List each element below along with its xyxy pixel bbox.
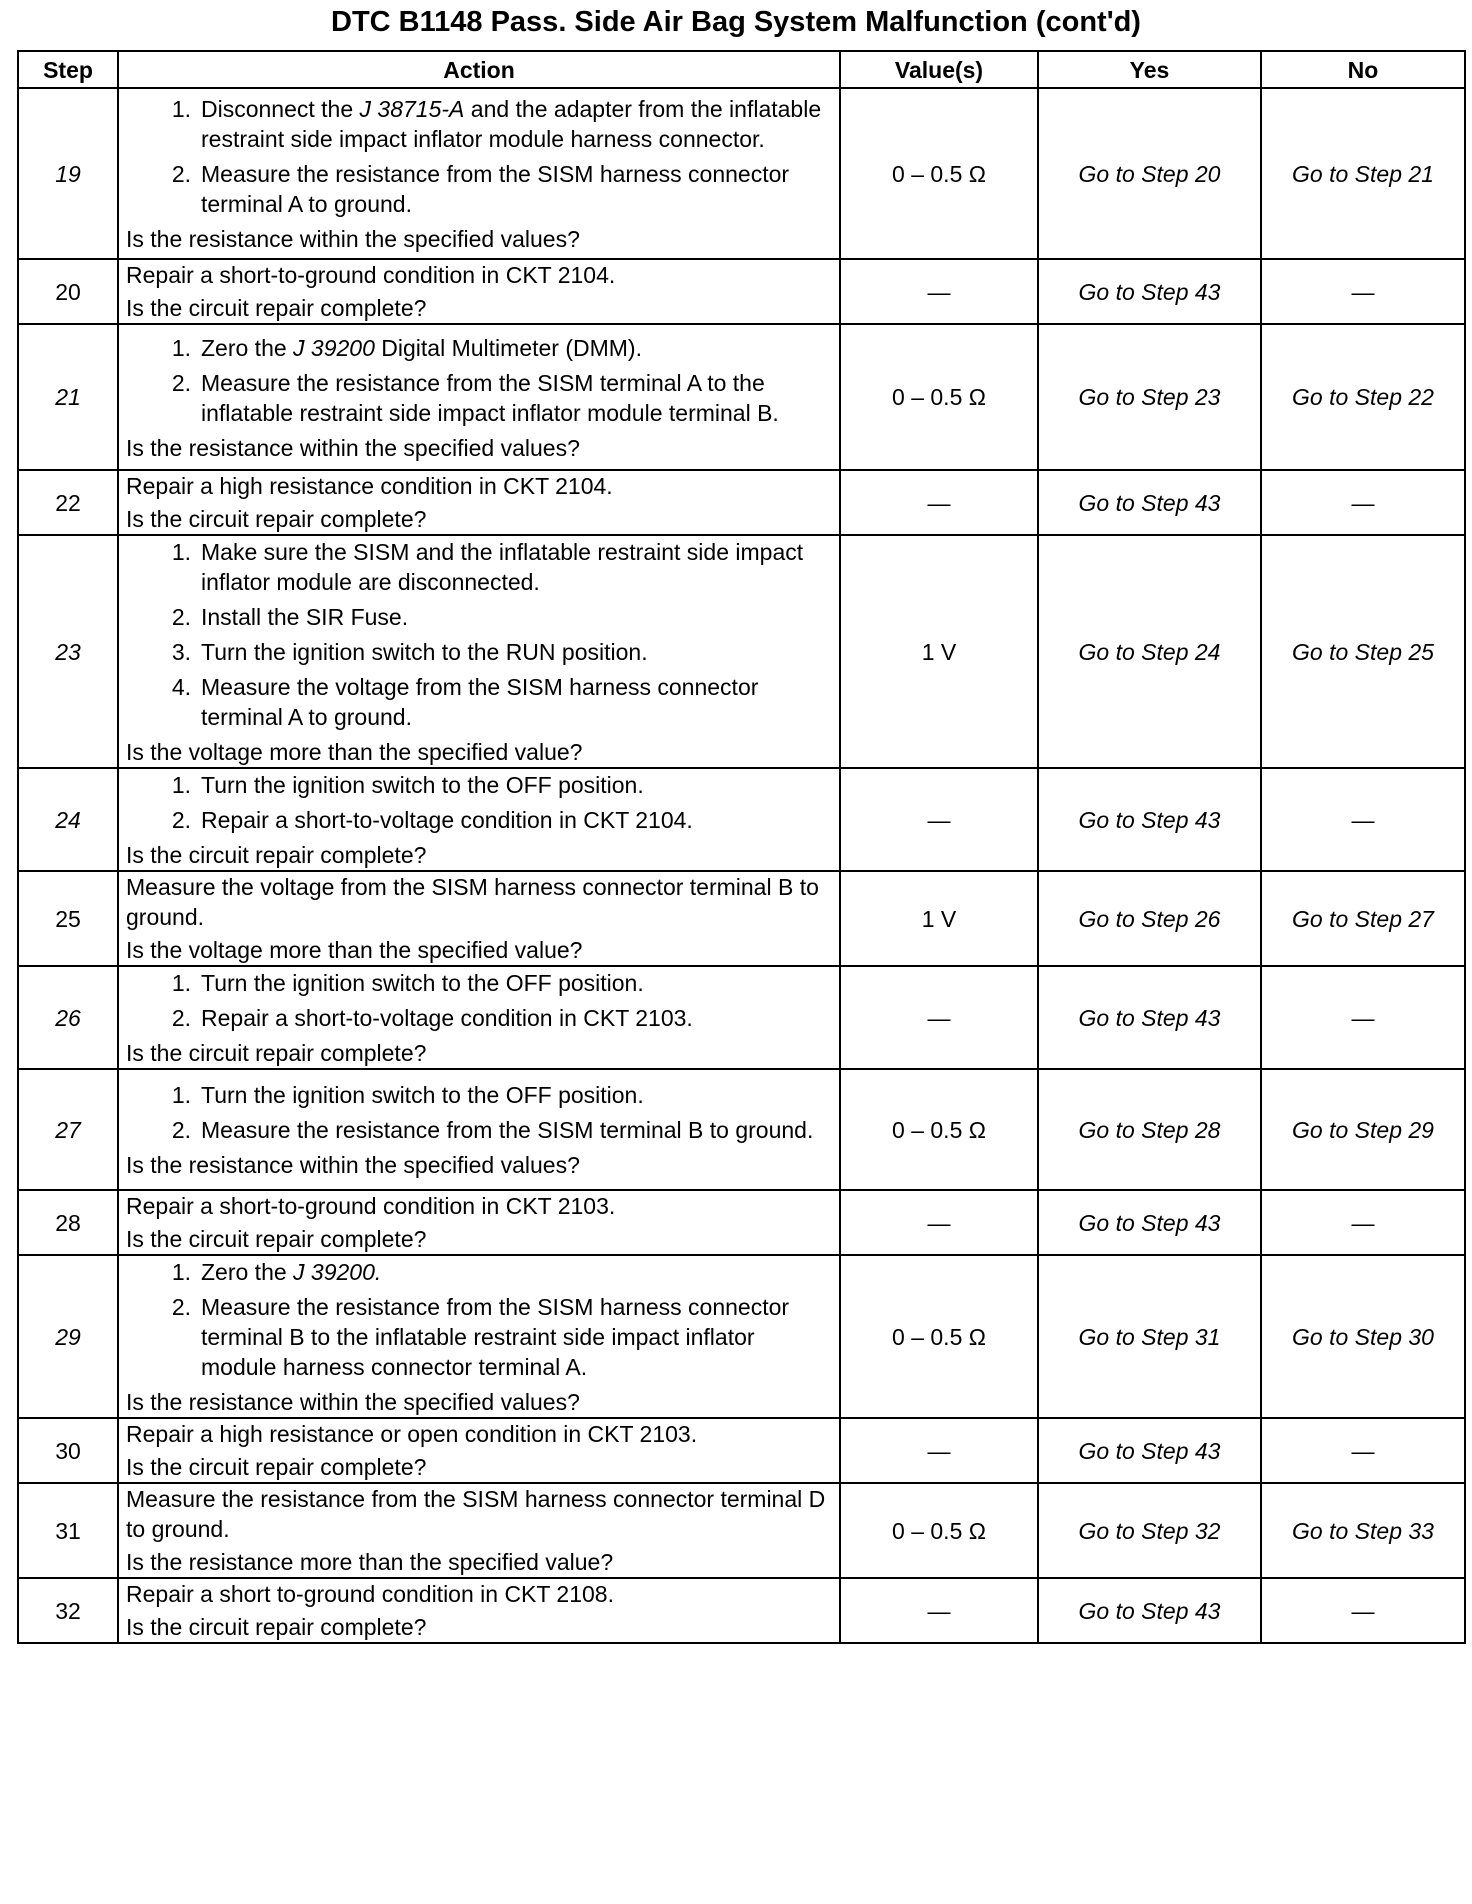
table-header-row	[18, 51, 1465, 88]
action-cell	[118, 1255, 840, 1418]
action-list-item	[123, 770, 835, 800]
table-row	[18, 768, 1465, 871]
yes-cell: Go to Step 31	[1038, 1255, 1261, 1418]
table-row	[18, 535, 1465, 768]
list-number: 2.	[171, 604, 191, 630]
table-row	[18, 871, 1465, 966]
list-text: Measure the resistance from the SISM terminal A to the inflatable restraint side impact inflator module terminal B.	[201, 369, 779, 426]
action-question: Is the circuit repair complete?	[126, 1454, 427, 1480]
no-cell: —	[1261, 768, 1465, 871]
no-cell: —	[1261, 259, 1465, 324]
list-number: 2.	[171, 1294, 191, 1320]
table-row	[18, 1069, 1465, 1190]
yes-cell: Go to Step 23	[1038, 324, 1261, 470]
no-cell: Go to Step 25	[1261, 535, 1465, 768]
list-text: Zero the J 39200.	[201, 1259, 382, 1285]
step-number: 24	[18, 768, 118, 871]
action-list-item	[123, 1115, 835, 1145]
action-text: Repair a short-to-ground condition in CKT 2104.	[126, 262, 616, 288]
value-cell: 0 – 0.5 Ω	[840, 1483, 1038, 1578]
step-number: 31	[18, 1483, 118, 1578]
list-text: Install the SIR Fuse.	[201, 604, 409, 630]
yes-cell: Go to Step 43	[1038, 1190, 1261, 1255]
list-number: 1.	[171, 334, 191, 361]
action-question: Is the voltage more than the specified value?	[126, 937, 583, 963]
no-cell: Go to Step 21	[1261, 88, 1465, 259]
no-cell: Go to Step 22	[1261, 324, 1465, 470]
action-cell	[118, 1069, 840, 1190]
header-yes: Yes	[1038, 51, 1261, 88]
action-list-item	[123, 1292, 835, 1382]
step-number: 28	[18, 1190, 118, 1255]
table-row	[18, 1418, 1465, 1483]
yes-cell: Go to Step 26	[1038, 871, 1261, 966]
list-text: Turn the ignition switch to the RUN position.	[201, 639, 648, 665]
action-list-item	[123, 333, 835, 363]
no-cell: —	[1261, 1578, 1465, 1643]
yes-cell: Go to Step 43	[1038, 966, 1261, 1069]
list-text: Repair a short-to-voltage condition in CKT 2103.	[201, 1005, 693, 1031]
no-cell: Go to Step 30	[1261, 1255, 1465, 1418]
step-number: 32	[18, 1578, 118, 1643]
value-cell: 1 V	[840, 535, 1038, 768]
value-cell: 0 – 0.5 Ω	[840, 1255, 1038, 1418]
action-text: Measure the resistance from the SISM harness connector terminal D to ground.	[126, 1486, 826, 1542]
list-text: Turn the ignition switch to the OFF position.	[201, 772, 644, 798]
action-cell	[118, 535, 840, 768]
diagnostic-table	[17, 50, 1466, 1644]
action-text: Repair a high resistance or open condition in CKT 2103.	[126, 1421, 698, 1447]
value-cell: 0 – 0.5 Ω	[840, 324, 1038, 470]
action-cell	[118, 88, 840, 259]
tool-reference: J 38715-A	[359, 96, 465, 122]
action-text: Repair a high resistance condition in CKT 2104.	[126, 473, 613, 499]
action-list-item	[123, 94, 835, 154]
action-cell	[118, 1578, 840, 1643]
action-cell	[118, 1483, 840, 1578]
header-no: No	[1261, 51, 1465, 88]
action-text: Repair a short to-ground condition in CKT 2108.	[126, 1581, 614, 1607]
action-question: Is the resistance within the specified values?	[126, 1389, 580, 1415]
tool-reference: J 39200.	[293, 1259, 382, 1285]
step-number: 27	[18, 1069, 118, 1190]
action-list-item	[123, 368, 835, 428]
list-number: 1.	[171, 1259, 191, 1285]
action-list-item	[123, 159, 835, 219]
value-cell: —	[840, 1418, 1038, 1483]
value-cell: 0 – 0.5 Ω	[840, 88, 1038, 259]
list-number: 4.	[171, 674, 191, 700]
value-cell: —	[840, 1190, 1038, 1255]
step-number: 29	[18, 1255, 118, 1418]
list-text: Measure the resistance from the SISM harness connector terminal A to ground.	[201, 161, 790, 217]
action-list-item	[123, 1080, 835, 1110]
action-cell	[118, 259, 840, 324]
list-text: Turn the ignition switch to the OFF position.	[201, 1082, 644, 1108]
value-cell: —	[840, 259, 1038, 324]
action-question: Is the resistance within the specified values?	[126, 434, 580, 461]
yes-cell: Go to Step 43	[1038, 470, 1261, 535]
list-number: 1.	[171, 1082, 191, 1108]
list-text: Make sure the SISM and the inflatable restraint side impact inflator module are disconnected.	[201, 539, 804, 595]
action-question: Is the resistance more than the specified value?	[126, 1549, 614, 1575]
list-number: 1.	[171, 970, 191, 996]
value-cell: —	[840, 470, 1038, 535]
action-list-item	[123, 672, 835, 732]
yes-cell: Go to Step 43	[1038, 259, 1261, 324]
action-question: Is the circuit repair complete?	[126, 295, 427, 321]
list-text: Measure the voltage from the SISM harness connector terminal A to ground.	[201, 674, 759, 730]
action-cell	[118, 768, 840, 871]
action-list-item	[123, 602, 835, 632]
table-row	[18, 88, 1465, 259]
page-title: DTC B1148 Pass. Side Air Bag System Malfunction (cont'd)	[331, 6, 1141, 38]
action-list-item	[123, 1003, 835, 1033]
list-text: Measure the resistance from the SISM terminal B to ground.	[201, 1117, 814, 1143]
yes-cell: Go to Step 32	[1038, 1483, 1261, 1578]
list-number: 1.	[171, 772, 191, 798]
action-cell	[118, 1418, 840, 1483]
table-row	[18, 324, 1465, 470]
value-cell: —	[840, 768, 1038, 871]
action-question: Is the resistance within the specified values?	[126, 226, 580, 252]
action-question: Is the voltage more than the specified value?	[126, 739, 583, 765]
action-question: Is the resistance within the specified values?	[126, 1152, 580, 1178]
list-number: 1.	[171, 96, 191, 122]
step-number: 30	[18, 1418, 118, 1483]
list-text: Zero the J 39200 Digital Multimeter (DMM).	[201, 334, 642, 361]
step-number: 21	[18, 324, 118, 470]
action-cell	[118, 966, 840, 1069]
table-row	[18, 470, 1465, 535]
step-number: 26	[18, 966, 118, 1069]
action-list-item	[123, 968, 835, 998]
list-number: 2.	[171, 161, 191, 187]
table-row	[18, 1255, 1465, 1418]
value-cell: 0 – 0.5 Ω	[840, 1069, 1038, 1190]
action-question: Is the circuit repair complete?	[126, 1040, 427, 1066]
list-number: 2.	[171, 807, 191, 833]
no-cell: —	[1261, 966, 1465, 1069]
action-cell	[118, 470, 840, 535]
no-cell: —	[1261, 1190, 1465, 1255]
list-text: Disconnect the J 38715-A and the adapter from the inflatable restraint side impact inflator module harness connector.	[201, 96, 822, 152]
header-values: Value(s)	[840, 51, 1038, 88]
yes-cell: Go to Step 43	[1038, 1578, 1261, 1643]
list-number: 2.	[171, 1005, 191, 1031]
table-row	[18, 1578, 1465, 1643]
list-number: 2.	[171, 1117, 191, 1143]
no-cell: Go to Step 33	[1261, 1483, 1465, 1578]
list-text: Measure the resistance from the SISM harness connector terminal B to the inflatable restraint side impact inflator module harness connector terminal A.	[201, 1294, 790, 1380]
action-list-item	[123, 537, 835, 597]
action-text: Measure the voltage from the SISM harness connector terminal B to ground.	[126, 874, 819, 930]
yes-cell: Go to Step 43	[1038, 1418, 1261, 1483]
action-question: Is the circuit repair complete?	[126, 1226, 427, 1252]
table-row	[18, 259, 1465, 324]
yes-cell: Go to Step 28	[1038, 1069, 1261, 1190]
value-cell: 1 V	[840, 871, 1038, 966]
action-question: Is the circuit repair complete?	[126, 1614, 427, 1640]
tool-reference: J 39200	[293, 334, 375, 361]
table-row	[18, 966, 1465, 1069]
table-row	[18, 1483, 1465, 1578]
value-cell: —	[840, 1578, 1038, 1643]
action-question: Is the circuit repair complete?	[126, 506, 427, 532]
action-question: Is the circuit repair complete?	[126, 842, 427, 868]
action-cell	[118, 1190, 840, 1255]
action-text: Repair a short-to-ground condition in CKT 2103.	[126, 1193, 616, 1219]
header-step: Step	[18, 51, 118, 88]
yes-cell: Go to Step 43	[1038, 768, 1261, 871]
step-number: 22	[18, 470, 118, 535]
yes-cell: Go to Step 20	[1038, 88, 1261, 259]
action-list-item	[123, 1257, 835, 1287]
list-number: 2.	[171, 369, 191, 396]
no-cell: —	[1261, 1418, 1465, 1483]
value-cell: —	[840, 966, 1038, 1069]
step-number: 23	[18, 535, 118, 768]
no-cell: —	[1261, 470, 1465, 535]
list-number: 3.	[171, 639, 191, 665]
action-list-item	[123, 805, 835, 835]
step-number: 20	[18, 259, 118, 324]
list-text: Turn the ignition switch to the OFF position.	[201, 970, 644, 996]
list-text: Repair a short-to-voltage condition in CKT 2104.	[201, 807, 693, 833]
yes-cell: Go to Step 24	[1038, 535, 1261, 768]
no-cell: Go to Step 27	[1261, 871, 1465, 966]
header-action: Action	[118, 51, 840, 88]
step-number: 19	[18, 88, 118, 259]
table-row	[18, 1190, 1465, 1255]
action-cell	[118, 871, 840, 966]
step-number: 25	[18, 871, 118, 966]
action-cell	[118, 324, 840, 470]
action-list-item	[123, 637, 835, 667]
list-number: 1.	[171, 539, 191, 565]
table-body	[18, 88, 1465, 1643]
no-cell: Go to Step 29	[1261, 1069, 1465, 1190]
